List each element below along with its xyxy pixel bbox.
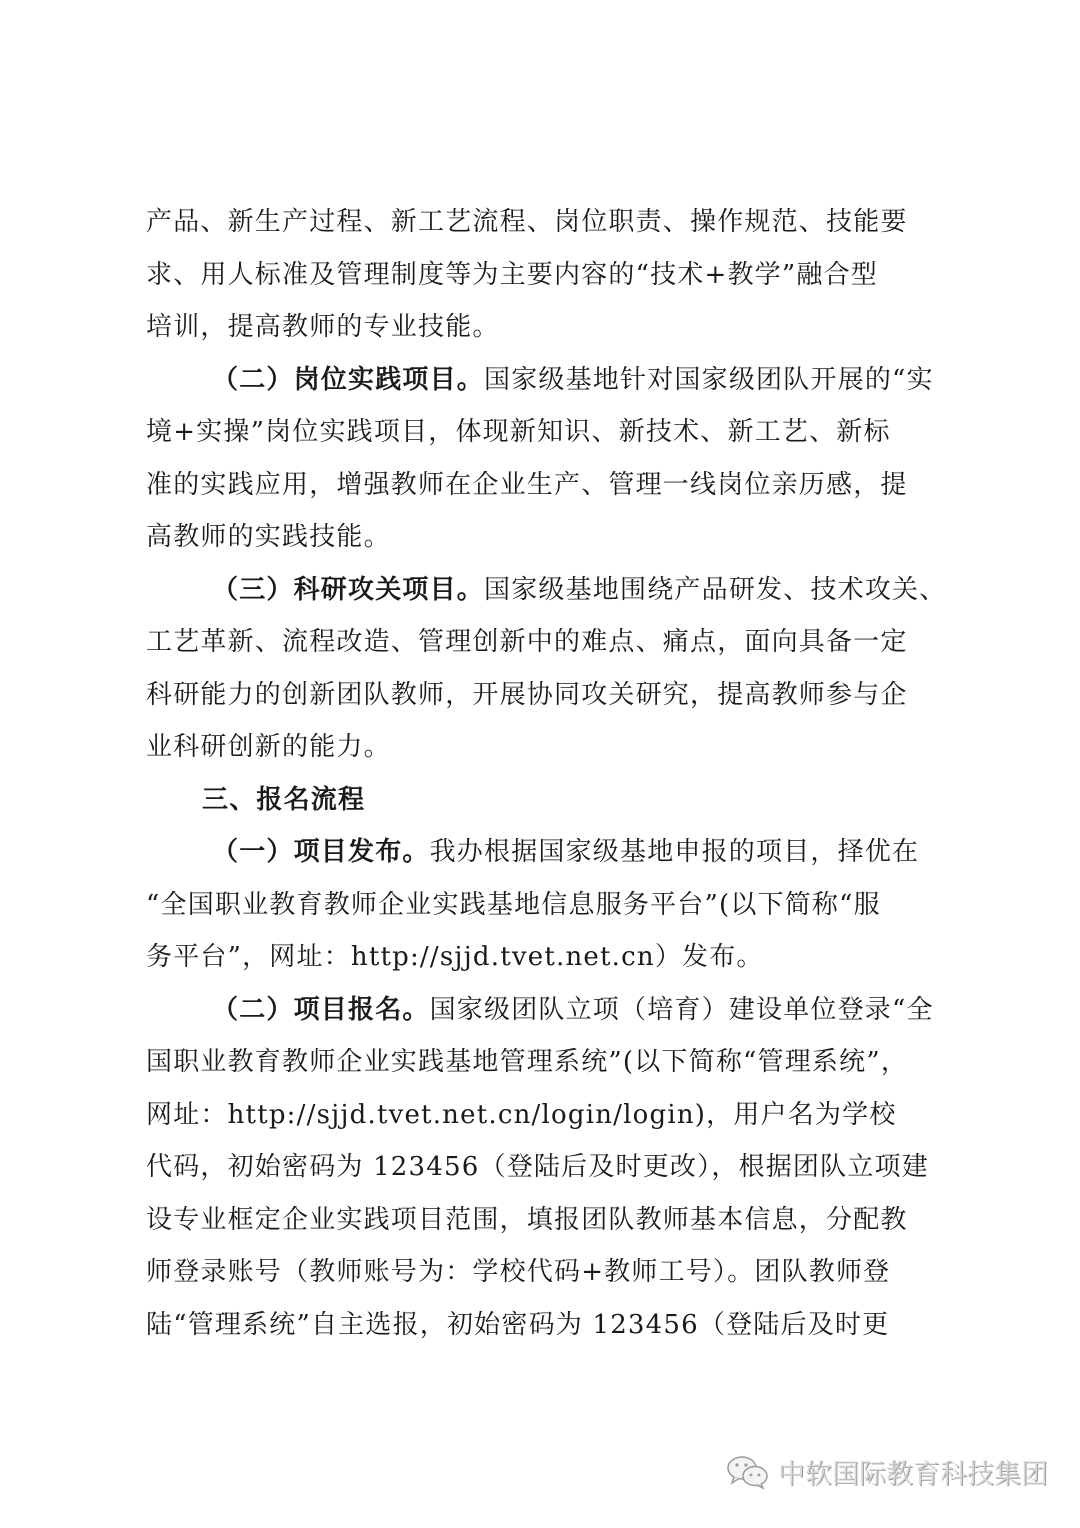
watermark-text: 中软国际教育科技集团 bbox=[778, 1459, 1048, 1490]
paragraph-line: 国职业教育教师企业实践基地管理系统”(以下简称“管理系统”， bbox=[146, 1047, 909, 1077]
paragraph-line: 高教师的实践技能。 bbox=[146, 522, 391, 552]
paragraph-line: 设专业框定企业实践项目范围，填报团队教师基本信息，分配教 bbox=[146, 1204, 908, 1235]
paragraph-line: 网址：http://sjjd.tvet.net.cn/login/login)，用户名为学校 bbox=[146, 1099, 897, 1130]
paragraph-line: 师登录账号（教师账号为：学校代码+教师工号）。团队教师登 bbox=[146, 1257, 891, 1287]
paragraph-line: 培训，提高教师的专业技能。 bbox=[146, 312, 500, 342]
paragraph-line: 准的实践应用，增强教师在企业生产、管理一线岗位亲历感，提 bbox=[146, 469, 908, 500]
paragraph-line: 求、用人标准及管理制度等为主要内容的“技术+教学”融合型 bbox=[146, 259, 878, 290]
step-title-publish: （一）项目发布。 bbox=[212, 837, 430, 867]
section-lead-line: （二）岗位实践项目。国家级基地针对国家级团队开展的“实 bbox=[212, 364, 934, 395]
paragraph-line: 陆“管理系统”自主选报，初始密码为 123456（登陆后及时更 bbox=[146, 1309, 890, 1340]
section-title-job-practice: （二）岗位实践项目。 bbox=[212, 364, 485, 395]
paragraph-line: 代码，初始密码为 123456（登陆后及时更改），根据团队立项建 bbox=[146, 1152, 929, 1182]
document-page bbox=[146, 196, 946, 1351]
paragraph-line: 科研能力的创新团队教师，开展协同攻关研究，提高教师参与企 bbox=[146, 679, 908, 710]
wechat-icon bbox=[726, 1454, 770, 1490]
section-title-research: （三）科研攻关项目。 bbox=[212, 574, 485, 605]
section-heading: 三、报名流程 bbox=[202, 784, 366, 815]
paragraph-line: “全国职业教育教师企业实践基地信息服务平台”(以下简称“服 bbox=[146, 889, 881, 920]
section-lead-line: （二）项目报名。国家级团队立项（培育）建设单位登录“全 bbox=[212, 994, 934, 1025]
paragraph-line: 务平台”，网址：http://sjjd.tvet.net.cn）发布。 bbox=[146, 942, 764, 972]
section-lead-line: （一）项目发布。我办根据国家级基地申报的项目，择优在 bbox=[212, 837, 920, 867]
watermark bbox=[726, 1452, 1048, 1491]
paragraph-line: 产品、新生产过程、新工艺流程、岗位职责、操作规范、技能要 bbox=[146, 207, 908, 237]
paragraph-line: 业科研创新的能力。 bbox=[146, 732, 391, 762]
paragraph-line: 工艺革新、流程改造、管理创新中的难点、痛点，面向具备一定 bbox=[146, 627, 908, 657]
step-title-register: （二）项目报名。 bbox=[212, 994, 430, 1025]
paragraph-line: 境+实操”岗位实践项目，体现新知识、新技术、新工艺、新标 bbox=[146, 417, 891, 447]
section-lead-line: （三）科研攻关项目。国家级基地围绕产品研发、技术攻关、 bbox=[212, 574, 947, 605]
